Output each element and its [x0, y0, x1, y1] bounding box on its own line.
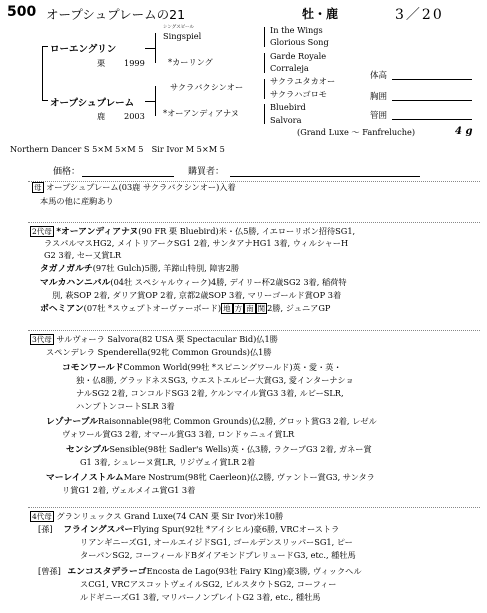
g4-descendant-2-line2: スCG1, VRCアスコットヴェイルSG2, ビルスタウトSG2, コーフィー — [80, 579, 337, 589]
family-note: (Grand Luxe ～ Fanfreluche) — [297, 127, 416, 137]
g2-child-1: タガノガルチ(97牡 Gulch)5勝, 羊蹄山特別, 障害2勝 — [40, 263, 240, 274]
sss: In the Wings — [270, 25, 323, 35]
fourth-dam: 4代母 グランリュックス Grand Luxe(74 CAN 栗 Sir Ivor)米10勝 — [32, 511, 284, 521]
g3-grandchild-1: コモンワールドCommon World(99牡 *スピニングワールド)英・愛・英・ — [62, 362, 342, 373]
sire-year: 1999 — [124, 58, 145, 68]
dss: サクラユタカオー — [270, 76, 336, 86]
g2-child-2-line2: 別, 萩SOP 2着, ダリア賞OP 2着, 京都2歳SOP 3着, マリーゴールド賞OP 3着 — [52, 290, 342, 300]
dam-color: 鹿 — [97, 111, 106, 121]
buyer-field[interactable] — [230, 176, 420, 177]
g3-grandchild-2: センシブルSensible(98牡 Sadler's Wells)英・仏3勝, ラクープG3 2着, ガネー賞 — [66, 444, 372, 455]
g4-descendant-1: [孫] フライングスパーFlying Spur(92牡 *アイシヒル)豪6勝, VRCオーストラ — [38, 524, 340, 535]
g3-grandchild-1-line4: ハンプトンコートSLR 3着 — [76, 401, 175, 411]
sex-color: 牡・鹿 — [302, 7, 339, 21]
sds: Garde Royale — [270, 51, 327, 61]
g3-child-3: マーレイノストルムMare Nostrum(98牝 Caerleon)仏2勝, ヴァントー賞G3, サンタラ — [46, 472, 375, 483]
dam-note: 本馬の他に産駒あり — [40, 196, 114, 206]
sire-sire: Singspiel — [163, 31, 202, 41]
g2-child-3: ボヘミアン(07牡 *スウェプトオーヴァーボード) 地 方 南 関 2勝, ジュニアGP — [40, 303, 331, 314]
sire-color: 栗 — [97, 58, 106, 68]
dam-tag: 母 — [34, 183, 42, 192]
dds: Bluebird — [270, 102, 306, 112]
ss-ruby: シングスピール — [163, 25, 194, 30]
g3-grandchild-1-line3: ナルSG2 2着, コンコルドSG3 2着, ケルンマイル賞G3 3着, ルビーSLR, — [76, 388, 344, 398]
cannon-label: 管囲 — [370, 111, 388, 121]
second-dam: 2代母 *オーアンディアナヌ(90 FR 栗 Bluebird)米・仏5勝, イエローリボン招待SG1, — [32, 226, 356, 237]
dam-sire: サクラバクシンオー — [170, 82, 244, 92]
g3-child-1: スペンデレラ Spenderella(92牝 Common Grounds)仏1勝 — [46, 347, 272, 357]
g4-descendant-2: [曾孫] エンコスタデラーゴEncosta de Lago(93牡 Fairy King)豪3勝, ヴィックヘル — [38, 566, 362, 577]
sire-dam: *カーリング — [168, 57, 213, 67]
dam-year: 2003 — [124, 111, 145, 121]
g3-child-2-line2: ヴォワール賞G3 2着, オマール賞G3 3着, ロンドゥニュイ賞LR — [62, 429, 295, 439]
sire-name: ローエングリン — [50, 44, 117, 55]
dsd: サクラハゴロモ — [270, 89, 327, 99]
price-label: 価格： — [53, 167, 81, 177]
height-label: 体高 — [370, 71, 388, 81]
third-dam: 3代母 サルヴォーラ Salvora(82 USA 栗 Spectacular Bid)仏1勝 — [32, 334, 278, 344]
g4-descendant-2-line3: ルドギニーズG1 3着, マリバーノンプレイトG2 3着, etc., 種牡馬 — [80, 592, 321, 602]
g3-child-2: レゾナーブルRaisonnable(98牝 Common Grounds)仏2勝, グロット賞G3 2着, レゼル — [46, 416, 377, 427]
dam-entry: 母 オープシュプレーム(03鹿 サクラバクシンオー)入着 — [34, 182, 236, 192]
second-dam-line2: ラスパルマスHG2, メイトリアークSG1 2着, サンタアナHG1 3着, ウィルシャーH — [44, 238, 349, 248]
g4-descendant-1-line3: ターパンSG2, コーフィールドBダイアモンドプレリュードG3, etc., 種牡馬 — [80, 550, 356, 560]
ssd: Glorious Song — [270, 37, 329, 47]
ddd: Salvora — [270, 115, 302, 125]
birth-date: 3／20 — [395, 7, 444, 23]
chest-label: 胸囲 — [370, 92, 388, 102]
g2-child-2: マルカハンニバル(04牡 スペシャルウィーク)4勝, デイリー杯2歳SG2 3着, 稲荷特 — [40, 277, 347, 288]
family-number: 4 g — [455, 126, 473, 137]
dam-dam: *オーアンディアナヌ — [163, 108, 239, 118]
g3-grandchild-1-line2: 独・仏8勝, グラッドネスSG3, ウエストエルビー大賞G3, 愛インターナショ — [76, 375, 354, 385]
dam-name: オープシュプレーム — [50, 98, 135, 109]
second-dam-line3: G2 3着, セー又賞LR — [44, 250, 121, 260]
g3-child-3-line2: リ賞G1 2着, ヴェルメイユ賞G1 3着 — [62, 485, 196, 495]
g4-descendant-1-line2: リアンギニーズG1, オールエイジドSG1, ゴールデンスリッパーSG1, ピー — [80, 537, 353, 547]
sdd: Corraleja — [270, 63, 309, 73]
inbreeding: Northern Dancer S 5×M 5×M 5 Sir Ivor M 5×M 5 — [10, 144, 225, 154]
buyer-label: 購買者： — [188, 167, 225, 177]
price-field[interactable] — [82, 176, 174, 177]
g3-grandchild-2-line2: G1 3着, シュレーヌ賞LR, リジヴェイ賞LR 2着 — [80, 457, 256, 467]
horse-name: オープシュプレームの21 — [46, 7, 186, 22]
lot-number: 500 — [7, 4, 37, 20]
